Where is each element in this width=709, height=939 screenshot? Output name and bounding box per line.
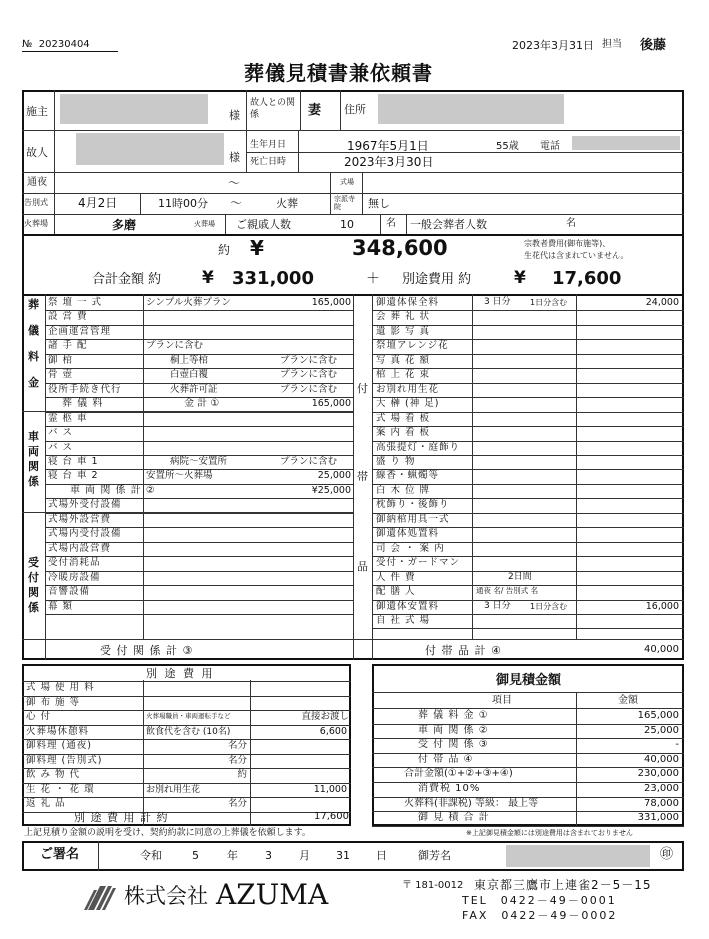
rule xyxy=(372,708,684,709)
extra-row-name: 生 花 ・ 花 環 xyxy=(26,783,95,795)
rule xyxy=(372,455,684,456)
rule xyxy=(362,172,363,214)
rule xyxy=(300,90,301,130)
extra-total-amount: 17,600 xyxy=(314,811,349,822)
note-1: 宗教者費用(御布施等)、 xyxy=(524,239,611,248)
section-sharyo: 車 両 関 係 xyxy=(28,430,39,488)
sign-era: 令和 xyxy=(140,849,162,862)
rule xyxy=(98,841,99,871)
sama-label-2: 様 xyxy=(229,151,240,164)
estimate-row-name: 合計金額(①+②+③+④) xyxy=(404,768,513,780)
extra-title: 別 途 費 用 xyxy=(146,667,215,680)
shuha-label: 宗派寺院 xyxy=(334,195,355,212)
rule xyxy=(372,692,684,693)
rule xyxy=(340,90,341,130)
row-desc2: プランに含む xyxy=(280,455,338,467)
row-name: 棺 上 花 束 xyxy=(376,369,431,381)
row-desc: プランに含む xyxy=(146,340,204,352)
row-name: 式 場 看 板 xyxy=(376,412,431,424)
plus-sign: ＋ xyxy=(366,271,380,287)
extra-row-name: 御料理 (告別式) xyxy=(26,754,103,766)
row-desc: 3 日分 xyxy=(484,600,511,611)
ippan-label: 一般会葬者人数 xyxy=(410,218,487,231)
row-name: 式場内設営費 xyxy=(48,542,112,554)
estimate-row-name: 受 付 関 係 ③ xyxy=(418,739,489,751)
row-amount: 165,000 xyxy=(311,297,351,308)
row-desc: 安置所〜火葬場 xyxy=(146,470,213,482)
row-name: 盛 り 物 xyxy=(376,455,416,467)
doc-date: 2023年3月31日 xyxy=(512,39,594,52)
sama-label: 様 xyxy=(229,109,240,122)
kokubetsu-label: 告別式 xyxy=(24,198,48,207)
birth-value: 1967年5月1日 xyxy=(347,139,429,153)
kojin-label: 故人 xyxy=(26,146,48,159)
company-zip: 〒 181-0012 xyxy=(402,880,464,891)
row-name: 案 内 看 板 xyxy=(376,427,431,438)
estimate-row-amount: 331,000 xyxy=(637,812,679,824)
rule xyxy=(45,426,353,427)
grand-yen: ¥ xyxy=(250,236,264,260)
row-name: 役所手続き代行 xyxy=(48,383,122,395)
extra-row-amount: 6,600 xyxy=(319,725,347,737)
sign-nen: 年 xyxy=(227,849,238,862)
row-name: 式場外設営費 xyxy=(48,513,112,525)
shuha-value: 無し xyxy=(368,197,390,210)
row-desc: 病院〜安置所 xyxy=(170,455,228,467)
row-desc2: 1日分含む xyxy=(530,601,568,611)
row-amount: 25,000 xyxy=(317,470,351,482)
estimate-title: 御見積金額 xyxy=(496,673,562,688)
estimate-col-amount: 金額 xyxy=(618,695,638,706)
estimate-row-name: 火葬料(非課税) 等級： 最上等 xyxy=(404,797,539,809)
row-name: 遺 影 写 真 xyxy=(376,325,431,337)
rule xyxy=(22,193,684,194)
rule xyxy=(576,294,577,639)
row-name: 線香・蝋燭等 xyxy=(376,470,440,482)
company-address: 東京都三鷹市上連雀2－5－15 xyxy=(474,878,652,892)
sign-hi: 日 xyxy=(376,849,387,862)
row-amount: ¥25,000 xyxy=(311,484,351,496)
futai-total-label: 付 帯 品 計 ④ xyxy=(425,644,502,657)
row-name: 自 社 式 場 xyxy=(376,614,431,626)
extra-row-desc2: 名分 xyxy=(227,754,247,766)
rule xyxy=(143,294,144,639)
seal-icon: ㊞ xyxy=(660,847,674,862)
rule xyxy=(380,214,381,234)
row-name: 企画運営管理 xyxy=(48,325,112,337)
extra-row-name: 式 場 使 用 料 xyxy=(26,682,95,693)
company-name: 株式会社 xyxy=(124,884,208,908)
row-name: バ ス xyxy=(48,441,74,453)
section-sogi: 葬 儀 料 金 xyxy=(28,298,39,389)
section-futai: 付 帯 品 xyxy=(357,382,368,573)
row-name: バ ス xyxy=(48,427,74,438)
row-name: 人 件 費 xyxy=(376,571,416,583)
yaku-label: 約 xyxy=(218,243,231,257)
extra-row-desc2: 約 xyxy=(237,769,247,780)
company-fax: FAX 0422－49－0002 xyxy=(462,909,618,922)
rule xyxy=(22,214,684,215)
extra-row-name: 火葬場休憩料 xyxy=(26,725,90,737)
estimate-row-amount: 230,000 xyxy=(637,768,679,780)
rule xyxy=(22,639,684,640)
sign-tsuki: 月 xyxy=(299,849,310,862)
shinzoku-label: ご親戚人数 xyxy=(236,218,291,231)
kasoba-label: 火葬場 xyxy=(24,219,48,228)
shikijo-label: 式場 xyxy=(340,178,354,186)
row-desc: 通夜 名/ 告別式 名 xyxy=(476,586,539,595)
row-name: 音響設備 xyxy=(48,586,91,597)
page-title: 葬儀見積書兼依頼書 xyxy=(244,61,433,85)
row-desc: 3 日分 xyxy=(484,297,511,307)
rule xyxy=(472,294,473,639)
row-desc2: 1日分含む xyxy=(530,298,568,307)
rule xyxy=(406,214,407,234)
row-name: 式場内受付設備 xyxy=(48,528,122,540)
extra-row-name: 御 布 施 等 xyxy=(26,696,81,708)
doc-number xyxy=(22,40,118,52)
tanto-name: 後藤 xyxy=(640,38,667,53)
no-label: № xyxy=(22,39,33,50)
row-desc2: プランに含む xyxy=(280,369,338,381)
no-value: 20230404 xyxy=(38,39,90,50)
kokubetsu-tilde: 〜 xyxy=(230,196,243,210)
row-name: 白 木 位 牌 xyxy=(376,484,431,496)
row-name: 大 榊 (神 足) xyxy=(376,398,440,410)
rule xyxy=(246,152,684,153)
company-name-en: AZUMA xyxy=(216,878,329,911)
row-name: 御遺体処置料 xyxy=(376,528,440,540)
estimate-row-name: 車 両 関 係 ② xyxy=(418,724,489,736)
row-name: 式場外受付設備 xyxy=(48,499,122,511)
row-name: 配 膳 人 xyxy=(376,586,416,597)
kojin-rel-label: 故人との関係 xyxy=(250,98,296,120)
row-name: 御 棺 xyxy=(48,354,74,366)
kokubetsu-time: 11時00分 xyxy=(158,197,208,210)
estimate-row-name: 消費税 10% xyxy=(418,783,481,794)
rule xyxy=(576,692,577,826)
jusho-label: 住所 xyxy=(344,103,366,116)
row-name: 寝 台 車 2 xyxy=(48,470,99,482)
section-uketsuke: 受 付 関 係 xyxy=(28,556,39,614)
estimate-row-name: 付 帯 品 ④ xyxy=(418,753,474,765)
rule xyxy=(54,90,55,234)
mei-label: 名 xyxy=(386,218,396,229)
row-amount: 165,000 xyxy=(311,398,351,410)
seshu-name-redacted xyxy=(60,94,208,124)
estimate-row-amount: 25,000 xyxy=(644,724,679,736)
rule xyxy=(45,412,353,413)
rule xyxy=(298,130,299,172)
row-name: 会 葬 礼 状 xyxy=(376,311,431,323)
row-total-label: 葬 儀 料 xyxy=(62,398,104,410)
rule xyxy=(246,90,247,172)
estimate-row-amount: 40,000 xyxy=(644,753,679,765)
note-left: 上記見積り金額の説明を受け、契約約款に同意の上葬儀を依頼します。 xyxy=(24,828,311,838)
rule xyxy=(45,294,46,660)
mei-label-2: 名 xyxy=(566,218,576,229)
extra-row-desc2: 名分 xyxy=(227,740,247,751)
estimate-row-amount: 78,000 xyxy=(644,797,679,809)
row-amount: 24,000 xyxy=(645,297,679,308)
row-name: 御納棺用具一式 xyxy=(376,513,450,525)
gokei-label: 合計金額 約 xyxy=(92,272,162,287)
rule xyxy=(330,172,331,214)
rule xyxy=(140,193,141,214)
tel-redacted xyxy=(572,136,680,150)
death-label: 死亡日時 xyxy=(250,157,287,167)
birth-label: 生年月日 xyxy=(250,140,287,150)
extra-row-desc2: 直接お渡し xyxy=(301,711,349,722)
signature-label: ご署名 xyxy=(40,847,80,862)
extra-row-name: 飲 み 物 代 xyxy=(26,769,81,780)
betto-label: 別途費用 約 xyxy=(402,272,472,287)
row-name: 寝 台 車 1 xyxy=(48,455,99,467)
kasoba-value: 多磨 xyxy=(112,218,137,232)
kojin-rel-value: 妻 xyxy=(308,103,322,118)
kokubetsu-date: 4月2日 xyxy=(78,196,118,210)
tanto-label: 担当 xyxy=(602,39,622,50)
rule xyxy=(45,585,353,586)
tel-label: 電話 xyxy=(540,141,560,152)
rule xyxy=(372,826,684,827)
row-name: 幕 類 xyxy=(48,600,74,612)
row-name: 司 会 ・ 案 内 xyxy=(376,542,445,554)
row-name: 諸 手 配 xyxy=(48,340,88,352)
sign-day: 31 xyxy=(336,849,350,862)
gokei-yen: ¥ xyxy=(202,268,214,288)
row-name: 霊 柩 車 xyxy=(48,412,88,424)
extra-row-name: 返 礼 品 xyxy=(26,798,66,809)
rule xyxy=(45,600,353,601)
tsuya-label: 通夜 xyxy=(27,177,47,188)
futai-total-amount: 40,000 xyxy=(644,644,679,655)
grand-total: 348,600 xyxy=(352,236,448,260)
estimate-row-amount: 165,000 xyxy=(637,710,679,721)
address-redacted xyxy=(378,94,564,124)
row-name: 枕飾り・後飾り xyxy=(376,499,450,511)
gokei-value: 331,000 xyxy=(232,268,314,289)
company-logo-icon xyxy=(84,880,118,914)
seshu-label: 施主 xyxy=(26,105,48,118)
death-value: 2023年3月30日 xyxy=(344,155,434,169)
rule xyxy=(372,628,684,629)
extra-row-desc: 飲食代を含む (10名) xyxy=(146,726,231,737)
shinzoku-value: 10 xyxy=(340,218,354,231)
rule xyxy=(45,441,353,442)
extra-row-name: 御料理 (通夜) xyxy=(26,740,92,751)
row-amount: 16,000 xyxy=(645,600,679,612)
extra-total-label: 別 途 費 用 計 約 xyxy=(74,811,169,824)
extra-row-desc: お別れ用生花 xyxy=(146,784,201,795)
row-desc: シンプル火葬プラン xyxy=(146,297,231,308)
row-total-label: 車 両 関 係 計 ② xyxy=(70,484,156,496)
row-name: 御遺体安置料 xyxy=(376,600,440,612)
rule xyxy=(22,797,351,798)
row-desc: 白壺白覆 xyxy=(170,369,209,381)
kojin-name-redacted xyxy=(76,133,224,165)
row-name: 骨 壺 xyxy=(48,369,74,381)
row-desc2: プランに含む xyxy=(280,383,338,395)
row-desc: 2日間 xyxy=(508,571,532,582)
estimate-row-amount: - xyxy=(675,739,679,751)
estimate-row-amount: 23,000 xyxy=(644,783,679,794)
row-name: 高張提灯・庭飾り xyxy=(376,441,461,453)
row-desc: 桐上等棺 xyxy=(170,354,209,366)
tsuya-tilde: 〜 xyxy=(228,176,241,190)
row-name: 祭壇アレンジ花 xyxy=(376,340,449,352)
rule xyxy=(22,172,684,173)
extra-row-name: 心 付 xyxy=(26,711,52,722)
estimate-row-name: 御 見 積 合 計 xyxy=(418,812,490,824)
extra-row-amount: 11,000 xyxy=(313,783,347,795)
uketsuke-total-label: 受 付 関 係 計 ③ xyxy=(100,644,194,657)
row-name: 御遺体保全料 xyxy=(376,297,440,308)
sign-year: 5 xyxy=(192,849,199,862)
extra-row-desc: 火葬場職員・車両運転手など xyxy=(146,712,231,720)
rule xyxy=(45,310,353,311)
extra-row-desc2: 名分 xyxy=(227,798,247,809)
row-desc2: プランに含む xyxy=(280,354,338,366)
gohomei-label: 御芳名 xyxy=(418,849,451,862)
rule xyxy=(372,294,373,660)
row-name: 設 営 費 xyxy=(48,311,88,323)
betto-value: 17,600 xyxy=(552,268,622,289)
rule xyxy=(22,812,351,813)
estimate-row-name: 葬 儀 料 金 ① xyxy=(418,710,489,721)
rule xyxy=(225,214,226,234)
row-name: 受付消耗品 xyxy=(48,557,101,569)
kasoba-label-2: 火葬場 xyxy=(194,220,215,228)
rule xyxy=(45,614,353,615)
rule xyxy=(22,130,684,131)
age-value: 55歳 xyxy=(496,141,519,152)
row-name: 受付・ガードマン xyxy=(376,557,461,569)
row-desc: 火葬許可証 xyxy=(170,383,218,395)
row-name: 冷暖房設備 xyxy=(48,571,101,583)
company-tel: TEL 0422－49－0001 xyxy=(462,894,617,907)
signature-redacted[interactable] xyxy=(506,845,650,867)
row-name: 写 真 花 額 xyxy=(376,354,431,366)
sign-month: 3 xyxy=(265,849,272,862)
row-total-desc: 金 計 ① xyxy=(184,398,220,410)
row-name: お別れ用生花 xyxy=(376,383,440,395)
row-name: 祭 壇 一 式 xyxy=(48,297,103,308)
kokubetsu-type: 火葬 xyxy=(276,197,298,210)
estimate-col-item: 項目 xyxy=(492,695,512,706)
betto-yen: ¥ xyxy=(514,268,526,288)
note-2: 生花代は含まれていません。 xyxy=(524,251,629,260)
note-right: ※上記御見積金額には別途費用は含まれておりません xyxy=(466,829,633,837)
